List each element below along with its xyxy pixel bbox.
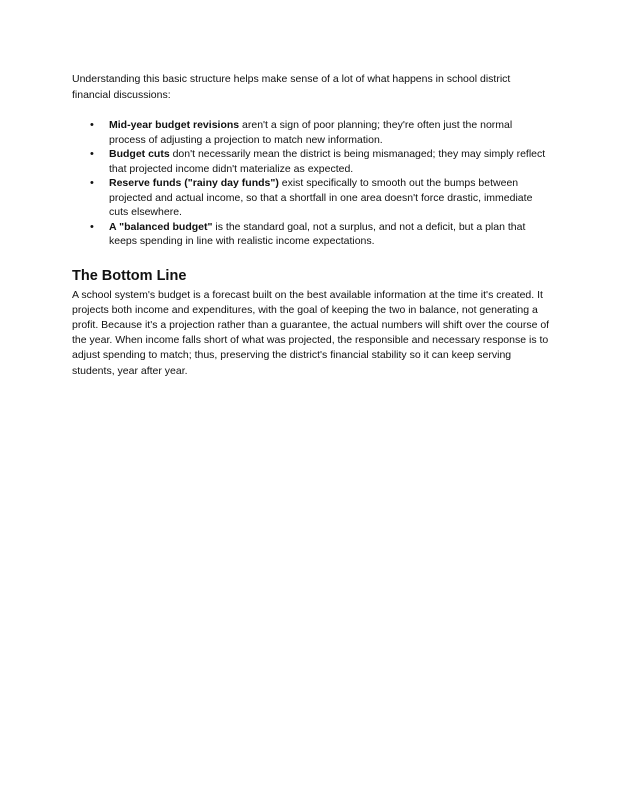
implications-list	[72, 118, 550, 249]
list-item-text: aren't a sign of poor planning; they're often just the normal process of adjusting a projection to match new information.	[109, 119, 513, 146]
list-item-reserve-funds	[72, 176, 550, 220]
bullet-icon: •	[90, 220, 94, 233]
list-item-text: exist specifically to smooth out the bumps between projected and actual income, so that a shortfall in one area doesn't force drastic, immediate cuts elsewhere.	[109, 177, 533, 218]
list-item-text: don't necessarily mean the district is being mismanaged; they may simply reflect that projected income didn't materialize as expected.	[109, 148, 546, 175]
list-item-term: Budget cuts	[109, 148, 170, 160]
bullet-icon: •	[90, 177, 94, 189]
list-item-text: is the standard goal, not a surplus, and not a deficit, but a plan that keeps spending in line with realistic income expectations.	[109, 220, 526, 247]
intro-paragraph: Understanding this basic structure helps make sense of a lot of what happens in school district financial discussions:	[72, 73, 511, 101]
list-item-term: Reserve funds ("rainy day funds")	[109, 177, 279, 189]
bullet-icon: •	[90, 148, 94, 160]
list-item-balanced-budget	[72, 220, 550, 249]
bullet-icon: •	[90, 119, 94, 131]
list-item-budget-cuts	[72, 147, 550, 176]
document-page	[72, 72, 550, 379]
list-item-budget-revisions	[72, 118, 550, 147]
section-body-paragraph: A school system's budget is a forecast built on the best available information at the time it's created. It projects both income and expenditures, with the goal of keeping the two in balance, not generating a profit. Because it's a projection rather than a guarantee, the actual numbers will shift over the course of the year. When income falls short of what was projected, the responsible and necessary response is to adjust spending to match; thus, preserving the district's financial stability so it can keep serving students, year after year.	[72, 288, 550, 377]
section-heading: The Bottom Line	[72, 267, 187, 284]
list-item-term: Mid-year budget revisions	[109, 119, 240, 131]
list-item-term: A "balanced budget"	[109, 220, 213, 233]
